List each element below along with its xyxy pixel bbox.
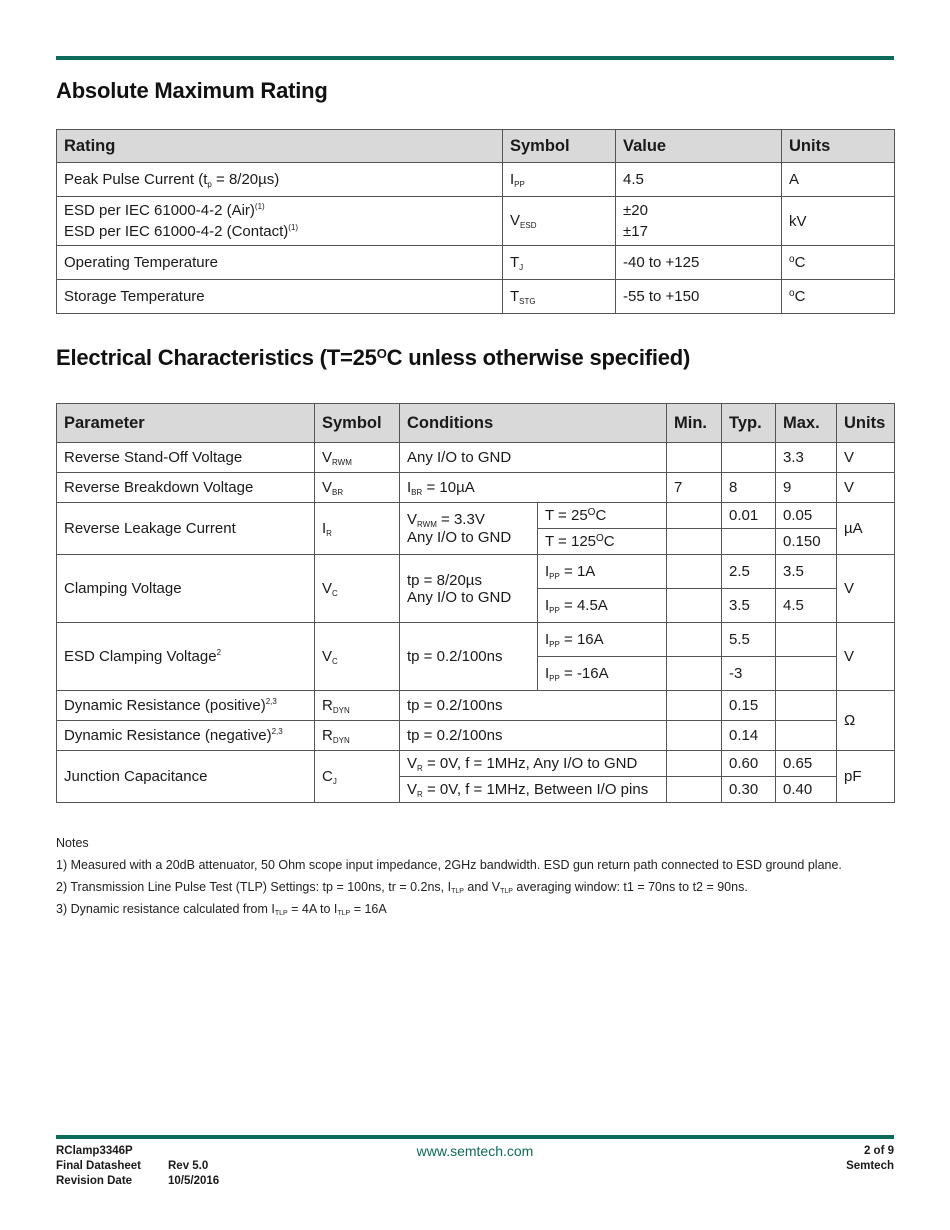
electrical-characteristics-table xyxy=(56,403,895,803)
header-symbol: Symbol xyxy=(315,404,400,443)
typ-cell: 0.01 xyxy=(722,503,776,529)
units-cell: V xyxy=(837,623,895,691)
min-cell xyxy=(667,623,722,657)
note-1: 1) Measured with a 20dB attenuator, 50 Ohm scope input impedance, 2GHz bandwidth. ESD gun return path connected to ESD ground plane. xyxy=(56,858,842,872)
max-cell xyxy=(776,623,837,657)
symbol-cell: $C_J$ xyxy=(315,751,400,803)
min-cell xyxy=(667,657,722,691)
rating-cell: Operating Temperature xyxy=(57,246,503,280)
footer-part-number: RClamp3346P xyxy=(56,1145,133,1157)
top-rule xyxy=(56,56,894,60)
symbol-cell: $V_{BR}$ xyxy=(315,473,400,503)
header-min: Min. xyxy=(667,404,722,443)
min-cell xyxy=(667,589,722,623)
max-cell xyxy=(776,721,837,751)
subcondition-cell: $I_{PP} = 16A$ xyxy=(538,623,667,657)
rating-cell: Peak Pulse Current $(t_p = 8/20\mu s)$ xyxy=(57,163,503,197)
notes-section xyxy=(56,835,916,923)
value-cell: ±20 ±17 xyxy=(616,197,782,246)
subcondition-cell: $I_{PP} = 1A$ xyxy=(538,555,667,589)
table-row xyxy=(57,503,895,529)
param-cell: Reverse Breakdown Voltage xyxy=(57,473,315,503)
table-row xyxy=(57,691,895,721)
subcondition-cell: $I_{PP} = -16A$ xyxy=(538,657,667,691)
symbol-cell: $R_{DYN}$ xyxy=(315,691,400,721)
param-cell: Reverse Leakage Current xyxy=(57,503,315,555)
param-cell: Dynamic Resistance (negative)$^{2,3}$ xyxy=(57,721,315,751)
table-row xyxy=(57,197,895,246)
table-row xyxy=(57,246,895,280)
table-row xyxy=(57,623,895,657)
rating-cell: ESD per IEC 61000-4-2 (Air)$^{(1)}$ ESD per IEC 61000-4-2 (Contact)$^{(1)}$ xyxy=(57,197,503,246)
table-row xyxy=(57,443,895,473)
max-cell xyxy=(776,657,837,691)
footer-right xyxy=(846,1144,894,1174)
footer-company: Semtech xyxy=(846,1160,894,1172)
header-units: Units xyxy=(837,404,895,443)
min-cell xyxy=(667,555,722,589)
header-rating: Rating xyxy=(57,130,503,163)
units-cell: $^o$C xyxy=(782,246,895,280)
symbol-cell: $V_{RWM}$ xyxy=(315,443,400,473)
max-cell xyxy=(776,691,837,721)
conditions-cell: $I_{BR} = 10\mu A$ xyxy=(400,473,667,503)
typ-cell: 0.60 xyxy=(722,751,776,777)
max-cell: 0.65 xyxy=(776,751,837,777)
min-cell xyxy=(667,443,722,473)
units-cell: Ω xyxy=(837,691,895,751)
min-cell xyxy=(667,529,722,555)
header-value: Value xyxy=(616,130,782,163)
table-row xyxy=(57,721,895,751)
units-cell: V xyxy=(837,443,895,473)
table-row xyxy=(57,751,895,777)
table-row xyxy=(57,163,895,197)
table-header-row xyxy=(57,130,895,163)
conditions-cell: tp = 0.2/100ns xyxy=(400,691,667,721)
param-cell: Clamping Voltage xyxy=(57,555,315,623)
max-cell: 9 xyxy=(776,473,837,503)
units-cell: kV xyxy=(782,197,895,246)
header-symbol: Symbol xyxy=(503,130,616,163)
min-cell xyxy=(667,721,722,751)
bottom-rule xyxy=(56,1135,894,1139)
typ-cell: 0.30 xyxy=(722,777,776,803)
subcondition-cell: $T = 25^OC$ xyxy=(538,503,667,529)
table-row xyxy=(57,280,895,314)
table-row xyxy=(57,473,895,503)
units-cell: $^o$C xyxy=(782,280,895,314)
param-cell: ESD Clamping Voltage$^2$ xyxy=(57,623,315,691)
conditions-cell: tp = 0.2/100ns xyxy=(400,721,667,751)
max-cell: 3.3 xyxy=(776,443,837,473)
value-cell: -40 to +125 xyxy=(616,246,782,280)
typ-cell: 2.5 xyxy=(722,555,776,589)
note-2: 2) Transmission Line Pulse Test (TLP) Settings: tp = 100ns, tr = 0.2ns, $I_{TLP}$ and $V_{TLP}$ averaging window: t1 = 70ns to t2 = 90ns. xyxy=(56,880,748,895)
conditions-cell: $V_{RWM} = 3.3V$ Any I/O to GND xyxy=(400,503,538,555)
section-title-amr: Absolute Maximum Rating xyxy=(56,78,328,103)
units-cell: A xyxy=(782,163,895,197)
typ-cell: -3 xyxy=(722,657,776,691)
conditions-cell: Any I/O to GND xyxy=(400,443,667,473)
subcondition-cell: $T = 125^OC$ xyxy=(538,529,667,555)
typ-cell: 5.5 xyxy=(722,623,776,657)
table-row xyxy=(57,555,895,589)
rating-cell: Storage Temperature xyxy=(57,280,503,314)
header-parameter: Parameter xyxy=(57,404,315,443)
header-typ: Typ. xyxy=(722,404,776,443)
max-cell: 0.05 xyxy=(776,503,837,529)
max-cell: 3.5 xyxy=(776,555,837,589)
param-cell: Reverse Stand-Off Voltage xyxy=(57,443,315,473)
typ-cell xyxy=(722,529,776,555)
units-cell: V xyxy=(837,555,895,623)
symbol-cell: $I_R$ xyxy=(315,503,400,555)
typ-cell: 8 xyxy=(722,473,776,503)
header-max: Max. xyxy=(776,404,837,443)
units-cell: pF xyxy=(837,751,895,803)
value-cell: 4.5 xyxy=(616,163,782,197)
subcondition-cell: $I_{PP} = 4.5A$ xyxy=(538,589,667,623)
symbol-cell: $V_{ESD}$ xyxy=(503,197,616,246)
max-cell: 0.40 xyxy=(776,777,837,803)
footer-rev: Rev 5.0 xyxy=(168,1160,209,1172)
max-cell: 0.150 xyxy=(776,529,837,555)
conditions-cell: tp = 8/20µs Any I/O to GND xyxy=(400,555,538,623)
symbol-cell: $R_{DYN}$ xyxy=(315,721,400,751)
typ-cell: 0.15 xyxy=(722,691,776,721)
typ-cell xyxy=(722,443,776,473)
max-cell: 4.5 xyxy=(776,589,837,623)
header-units: Units xyxy=(782,130,895,163)
table-header-row xyxy=(57,404,895,443)
min-cell: 7 xyxy=(667,473,722,503)
typ-cell: 3.5 xyxy=(722,589,776,623)
conditions-cell: tp = 0.2/100ns xyxy=(400,623,538,691)
footer-page-number: 2 of 9 xyxy=(863,1145,894,1157)
min-cell xyxy=(667,751,722,777)
units-cell: µA xyxy=(837,503,895,555)
min-cell xyxy=(667,503,722,529)
units-cell: V xyxy=(837,473,895,503)
symbol-cell: $V_C$ xyxy=(315,623,400,691)
value-cell: -55 to +150 xyxy=(616,280,782,314)
footer-url-link[interactable]: www.semtech.com xyxy=(416,1143,534,1159)
conditions-cell: $V_R = 0V$, f = 1MHz, Between I/O pins xyxy=(400,777,667,803)
param-cell: Junction Capacitance xyxy=(57,751,315,803)
absolute-max-rating-table xyxy=(56,129,895,314)
symbol-cell: $V_C$ xyxy=(315,555,400,623)
section-title-ec: Electrical Characteristics ($T=25^OC$ unless otherwise specified) xyxy=(56,345,691,370)
footer-date: 10/5/2016 xyxy=(168,1175,220,1187)
min-cell xyxy=(667,777,722,803)
symbol-cell: $I_{PP}$ xyxy=(503,163,616,197)
footer-final-label: Final Datasheet xyxy=(56,1160,141,1172)
conditions-cell: $V_R = 0V$, f = 1MHz, Any I/O to GND xyxy=(400,751,667,777)
param-cell: Dynamic Resistance (positive)$^{2,3}$ xyxy=(57,691,315,721)
notes-title: Notes xyxy=(56,836,89,850)
min-cell xyxy=(667,691,722,721)
typ-cell: 0.14 xyxy=(722,721,776,751)
symbol-cell: $T_J$ xyxy=(503,246,616,280)
footer-date-label: Revision Date xyxy=(56,1175,133,1187)
symbol-cell: $T_{STG}$ xyxy=(503,280,616,314)
note-3: 3) Dynamic resistance calculated from $I_{TLP} = 4A$ to $I_{TLP} = 16A$ xyxy=(56,902,387,917)
header-conditions: Conditions xyxy=(400,404,667,443)
